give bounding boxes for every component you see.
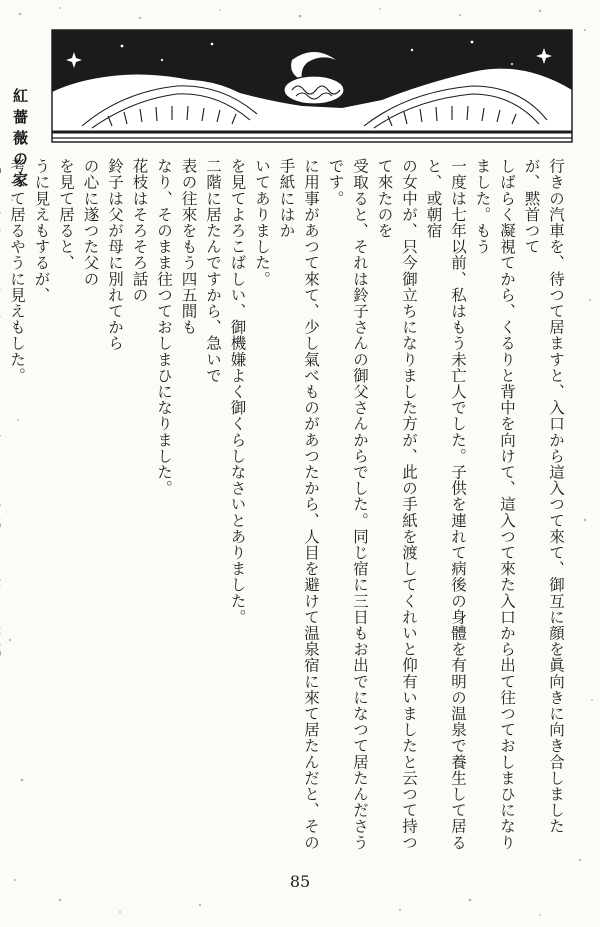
text-column	[0, 158, 5, 858]
text-column: しばらく凝視てから、くるりと背中を向けて、這入つて來た入口から出て往つておしまひになりました。もう	[473, 158, 516, 851]
text-column: なり、そのまま往つておしまひになりました。	[155, 158, 173, 497]
text-column: 受取ると、それは鈴子さんの御父さんからでした。同じ宿に三日もお出でになつて居たんださうです。	[326, 158, 369, 851]
text-column: 行きの汽車を、待つて居ますと、入口から這入つて來て、御互に顔を眞向きに向き合しましたが、黙首つて	[522, 158, 565, 835]
text-column: 一度は七年以前、私はもう未亡人でした。子供を連れて病後の身體を有明の温泉で養生して居ると、或朝宿	[424, 158, 467, 851]
text-column: いてありました。	[253, 158, 271, 287]
text-column: うに見えもするが、	[32, 158, 51, 303]
text-column: 花枝はそろそろ話の	[130, 158, 149, 303]
text-column: を見て居ると、	[57, 158, 75, 271]
text-column: を見てよろこばしい、御機嫌よく御くらしなさいとありました。	[228, 158, 247, 625]
text-column: 考へて居るやうに見えもした。	[8, 158, 26, 384]
article-body	[8, 158, 568, 858]
text-column: の心に遂つた父の	[81, 158, 100, 287]
text-column: 鈴子は父が母に別れてから	[106, 158, 124, 352]
text-column: 表の往來をもう四五間も	[179, 158, 198, 336]
text-column: 二階に居たんですから、急いで	[204, 158, 222, 384]
running-title: 紅薔薇の家	[11, 88, 29, 193]
text-column: に用事があつて來て、少し氣べものがあつたから、人目を避けて温泉宿に來て居たんだと、その手紙にはか	[277, 158, 320, 851]
page-number: 85	[289, 872, 311, 891]
text-column: の女中が、只今御立ちになりました方が、此の手紙を渡してくれいと仰有いましたと云つて持つて來たのを	[375, 158, 418, 851]
header-illustration	[52, 30, 572, 142]
